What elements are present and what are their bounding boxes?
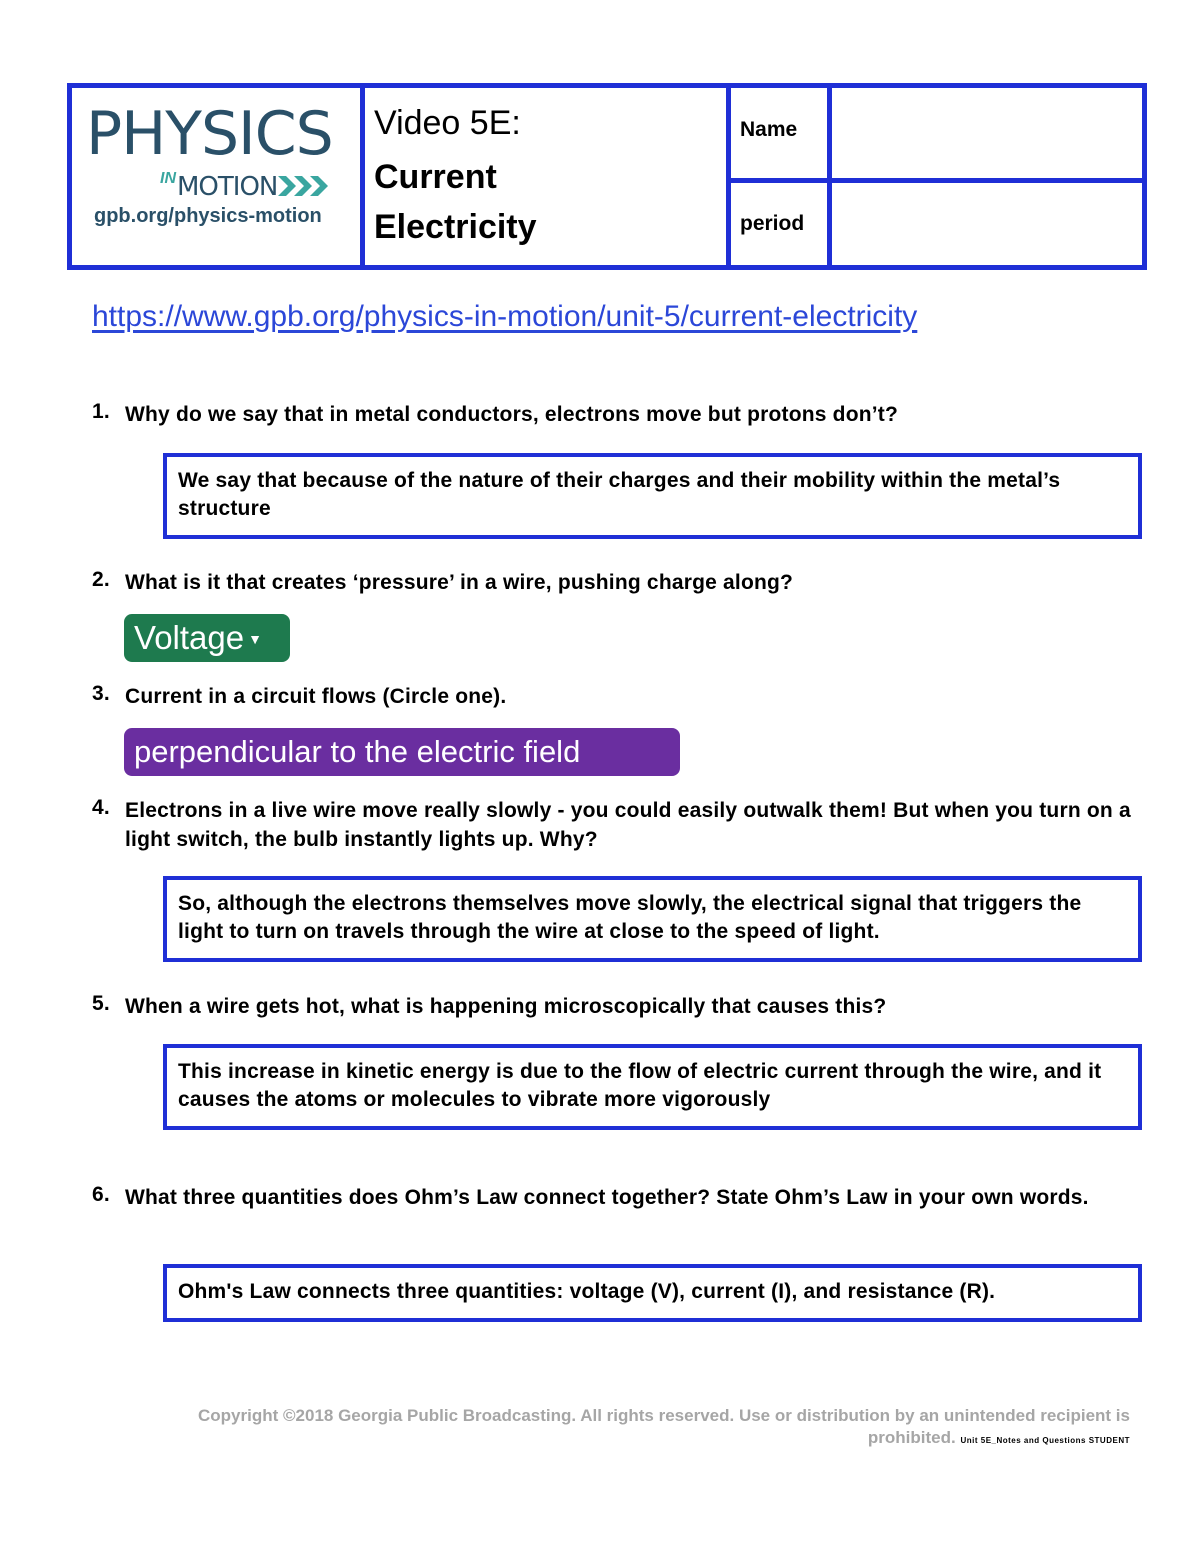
answer-dropdown[interactable]: [124, 728, 680, 776]
answer-box[interactable]: [163, 876, 1142, 962]
question-number: 3.: [92, 682, 110, 705]
question-text: What is it that creates ‘pressure’ in a wire, pushing charge along?: [125, 571, 794, 594]
answer-box[interactable]: [163, 453, 1142, 539]
answer-box[interactable]: [163, 1044, 1142, 1130]
copyright-text: Copyright ©2018 Georgia Public Broadcasting. All rights reserved. Use or distribution by an unintended recipient is prohibited.: [198, 1406, 1130, 1447]
dropdown-selected-value: perpendicular to the electric field: [134, 734, 581, 769]
answer-dropdown[interactable]: [124, 614, 290, 662]
period-field[interactable]: [836, 185, 1140, 263]
period-label: period: [740, 212, 805, 235]
question-number: 2.: [92, 568, 110, 591]
question-number: 4.: [92, 796, 110, 819]
question-text: Electrons in a live wire move really slowly - you could easily outwalk them! But when you turn on a light switch, the bulb instantly lights up. Why?: [125, 799, 1131, 851]
header-border-right: [1142, 83, 1147, 270]
name-label: Name: [740, 118, 798, 141]
question-number: 6.: [92, 1183, 110, 1206]
question-text: Current in a circuit flows (Circle one).: [125, 685, 507, 708]
answer-text: We say that because of the nature of their charges and their mobility within the metal’s structure: [178, 469, 1061, 520]
header-row-divider: [726, 178, 1147, 183]
question-text: Why do we say that in metal conductors, electrons move but protons don’t?: [125, 403, 899, 426]
header-border-left: [67, 83, 72, 270]
footer: [150, 1405, 1130, 1452]
answer-text: Ohm's Law connects three quantities: voltage (V), current (I), and resistance (R).: [178, 1280, 996, 1303]
logo-motion-text: MOTION: [177, 172, 278, 202]
answer-text: So, although the electrons themselves move slowly, the electrical signal that triggers the light to turn on travels through the wire at close to the speed of light.: [178, 892, 1082, 943]
question-number: 5.: [92, 992, 110, 1015]
document-id: Unit 5E_Notes and Questions STUDENT: [960, 1436, 1130, 1445]
header-divider: [827, 83, 832, 270]
question-number: 1.: [92, 400, 110, 423]
question-text: What three quantities does Ohm’s Law connect together? State Ohm’s Law in your own words.: [125, 1186, 1089, 1209]
header-border-top: [67, 83, 1147, 88]
title-line-2: Electricity: [374, 208, 537, 246]
question-text: When a wire gets hot, what is happening microscopically that causes this?: [125, 995, 887, 1018]
answer-box[interactable]: [163, 1264, 1142, 1322]
logo-motion-row: [160, 170, 330, 202]
header-border-bottom: [67, 265, 1147, 270]
caret-down-icon: ▼: [248, 631, 262, 647]
logo-physics-text: PHYSICS: [86, 99, 333, 169]
video-link[interactable]: https://www.gpb.org/physics-in-motion/unit-5/current-electricity: [92, 300, 918, 333]
name-field[interactable]: [836, 90, 1140, 176]
answer-text: This increase in kinetic energy is due to the flow of electric current through the wire, and it causes the atoms or molecules to vibrate more vigorously: [178, 1060, 1102, 1111]
header-divider: [360, 83, 365, 270]
title-line-1: Current: [374, 158, 497, 196]
logo-in-text: IN: [160, 170, 176, 187]
logo-url-text: gpb.org/physics-motion: [94, 205, 322, 227]
logo-chevrons-icon: [278, 174, 330, 198]
header-divider: [726, 83, 731, 270]
dropdown-selected-value: Voltage: [134, 619, 245, 656]
video-number: Video 5E:: [374, 104, 521, 142]
